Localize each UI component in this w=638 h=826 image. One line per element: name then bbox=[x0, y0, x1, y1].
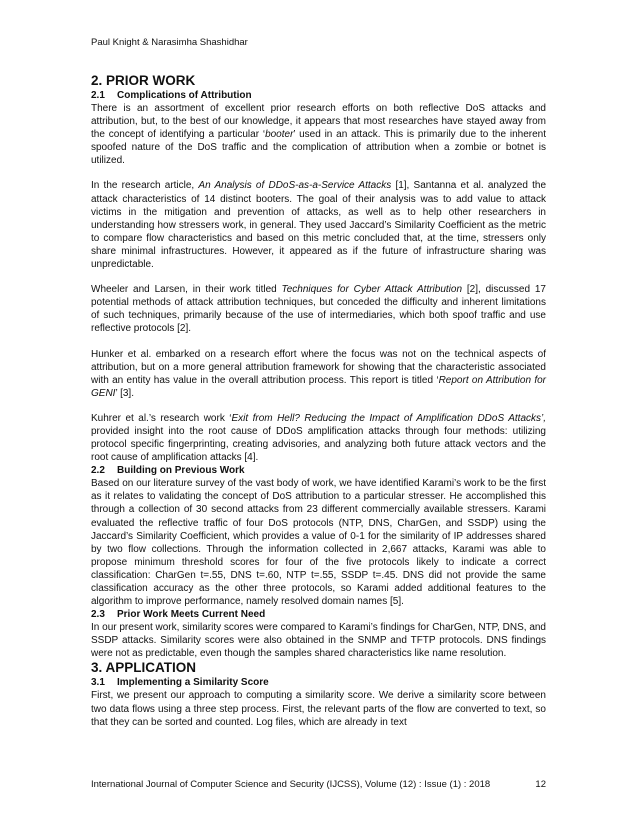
subsection-number: 2.3 bbox=[91, 609, 105, 621]
text-run: provided insight into the root cause of DDoS amplification attacks through four methods: utilizing protocol specific fingerprinting, creating advisories, and analyzing both future attack vectors and the root cause of amplification attacks [4]. bbox=[91, 425, 546, 464]
subsection-heading-2-1 bbox=[91, 89, 546, 102]
text-run: Wheeler and Larsen, in their work titled bbox=[91, 284, 282, 296]
paragraph: First, we present our approach to computing a similarity score. We derive a similarity score between two data flows using a three step process. First, the relevant parts of the flow are converted to text, so that they can be sorted and counted. Log files, which are already in text bbox=[91, 690, 546, 728]
paragraph bbox=[91, 412, 546, 464]
subsection-heading-2-3 bbox=[91, 608, 546, 621]
journal-citation: International Journal of Computer Science and Security (IJCSS), Volume (12) : Issue (1) : 2018 bbox=[91, 779, 491, 790]
text-run: Hunker et al. embarked on a research effort where the focus was not on the technical aspects of attribution, but on a more general attribution framework for showing that the characteristic associated with an entity has value in the overall attribution process. This report is titled ‘ bbox=[91, 348, 546, 386]
paragraph bbox=[91, 179, 546, 271]
paragraph bbox=[91, 102, 546, 167]
subsection-title: Building on Previous Work bbox=[117, 465, 245, 477]
subsection-number: 2.1 bbox=[91, 90, 105, 101]
text-run: In the research article, bbox=[91, 180, 199, 192]
subsection-title: Complications of Attribution bbox=[117, 90, 252, 101]
italic-title: Techniques for Cyber Attack Attribution bbox=[281, 284, 463, 296]
italic-term: booter bbox=[265, 129, 294, 141]
italic-title: An Analysis of DDoS-as-a-Service Attacks bbox=[198, 180, 392, 192]
subsection-number: 2.2 bbox=[91, 465, 105, 477]
page-body bbox=[91, 73, 546, 729]
subsection-heading-2-2 bbox=[91, 464, 546, 477]
subsection-number: 3.1 bbox=[91, 677, 105, 689]
paragraph: In our present work, similarity scores were compared to Karami’s findings for CharGen, NTP, DNS, and SSDP attacks. Similarity scores were also obtained in the SNMP and TFTP protocols. DNS findings were not as predictable, even though the samples shared characteristics like name resolution. bbox=[91, 622, 546, 660]
text-run: [2], discussed 17 potential methods of attack attribution techniques, but conceded the difficulty and inherent limitations of such techniques, primarily because of the use of intermediaries, which both spoof traffic and use reflective protocols [2]. bbox=[91, 284, 546, 335]
page-footer bbox=[91, 779, 546, 790]
subsection-heading-3-1 bbox=[91, 676, 546, 689]
running-header: Paul Knight & Narasimha Shashidhar bbox=[91, 37, 248, 48]
italic-title: Report on Attribution for GENI bbox=[91, 374, 546, 399]
italic-title: Exit from Hell? Reducing the Impact of Amplification DDoS Attacks’, bbox=[231, 412, 547, 424]
page-number: 12 bbox=[535, 779, 546, 790]
paragraph: Based on our literature survey of the vast body of work, we have identified Karami’s work to be the first as it relates to validating the concept of DoS attribution to a particular stresser. He accomplished this through a collection of 30 second attacks from 23 different commercially available stressers. Karami evaluated the reflective traffic of four DoS protocols (NTP, DNS, CharGen, and SSDP) using the Jaccard’s Similarity Coefficient, which provides a value of 0-1 for the similarity of IP addresses shared by two flow collections. Through the information collected in 2,667 attacks, Karami was able to propose minimum threshold scores for four of the five protocols likely to indicate a correct classification: CharGen t=.55, DNS t=.60, NTP t=.55, SSDP t=.45. DNS did not provide the same classification accuracy as the other three protocols, so Karami added additional features to the algorithm to improve performance, namely resolved domain names [5]. bbox=[91, 478, 546, 608]
text-run: There is an assortment of excellent prior research efforts on both reflective DoS attacks and attribution, but, to the best of our knowledge, it appears that most researches have stayed away from the concept of identifying a particular ‘ bbox=[91, 103, 546, 141]
section-heading-application: 3. APPLICATION bbox=[91, 660, 197, 676]
text-run: Kuhrer et al.’s research work ‘ bbox=[91, 412, 232, 424]
subsection-title: Prior Work Meets Current Need bbox=[117, 609, 266, 621]
text-run: [1], Santanna et al. analyzed the attack characteristics of 14 distinct booters. The goal of their analysis was to add value to attack victims in the mitigation and prevention of attacks, as well as to help other researchers in understanding how stressers work, in general. They used Jaccard’s Similarity Coefficient as the metric to compare flow characteristics and based on this metric concluded that, at the time, stressers only share minimal infrastructures. However, it appeared as if the future of infrastructure sharing was unpredictable. bbox=[91, 180, 547, 271]
paragraph bbox=[91, 283, 546, 335]
text-run: ’ used in an attack. This is primarily due to the inherent spoofed nature of the DoS traffic and the complication of attribution when a zombie or botnet is utilized. bbox=[91, 129, 546, 167]
paragraph bbox=[91, 348, 546, 400]
section-heading-prior-work: 2. PRIOR WORK bbox=[91, 73, 196, 88]
subsection-title: Implementing a Similarity Score bbox=[117, 677, 269, 689]
text-run: ’ [3]. bbox=[115, 387, 134, 399]
